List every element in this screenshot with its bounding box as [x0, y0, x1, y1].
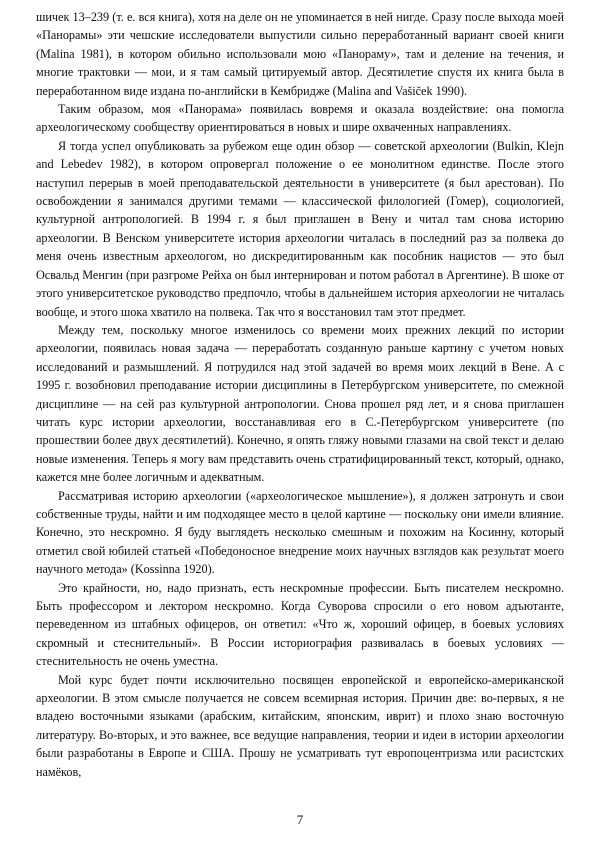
paragraph-new-task: Между тем, поскольку многое изменилось со времени моих прежних лекций по истории археологии, появилась новая задача — переработать созданную раньше картину с учетом новых исследований и размышлений. Я потрудился над этой задачей во время моих лекций в Вене. А с 1995 г. возобновил преподавание истории дисциплины в Петербургском университете, по смежной дисциплине — на сей раз культурной антропологии. Снова прошел ряд лет, и я снова приглашен читать курс истории археологии, восстанавливая его в С.-Петербургском университете (по прошествии более двух десятилетий). Конечно, я опять гляжу новыми глазами на свой текст и делаю новые изменения. Теперь я могу вам представить очень стратифицированный текст, который, однако, кажется мне более логичным и адекватным. — [36, 322, 564, 485]
paragraph-continuation: шичек 13–239 (т. е. вся книга), хотя на деле он не упоминается в ней нигде. Сразу после выхода моей «Панорамы» эти чешские исследователи выпустили сильно переработанный вариант своей книги (Malina 1981), в котором обильно использовали мою «Панораму», там и деление на течения, и многие трактовки — мои, и я там самый цитируемый автор. Десятилетие спустя их книга была в переработанном виде издана по-английски в Кембридже (Malina and Vašiček 1990). — [36, 10, 564, 98]
paragraph-immodest-professions: Это крайности, но, надо признать, есть нескромные профессии. Быть писателем нескромно. Быть профессором и лектором нескромно. Когда Суворова спросили о его новом адъютанте, переведенном из штабных офицеров, он ответил: «Что ж, хороший офицер, в боевых условиях скромный и стеснительный». В России историография развивалась в боевых условиях — стеснительность не очень уместна. — [36, 580, 564, 669]
paragraph-own-works: Рассматривая историю археологии («археологическое мышление»), я должен затронуть и свои собственные труды, найти и им подходящее место в целой картине — поскольку они имели влияние. Конечно, это нескромно. Я буду выглядеть несколько смешным и похожим на Косинну, который отметил свой юбилей статьей «Победоносное внедрение моих научных взглядов как результат моего научного метода» (Kossinna 1920). — [36, 488, 564, 577]
paragraph-vienna-lectures: Я тогда успел опубликовать за рубежом еще один обзор — советской археологии (Bulkin, Klejn and Lebedev 1982), в котором опровергал положение о ее монолитном единстве. После этого наступил перерыв в моей преподавательской деятельности в университете (я был арестован). По освобождении я занимался другими темами — классической филологией (Гомер), социологией, культурной антропологией. В 1994 г. я был приглашен в Вену и читал там снова историю археологии. В Венском университете история археологии читалась в последний раз за полвека до меня очень известным археологом, но дискредитированным как пособник нацистов — это был Освальд Менгин (при разгроме Рейха он был интернирован и потом работал в Аргентине). В шоке от этого университетское руководство предпочло, чтобы в дальнейшем история археологии не читалась вообще, и этого шока хватило на полвека. Так что я восстановил там этот предмет. — [36, 138, 564, 319]
paragraph-course-scope: Мой курс будет почти исключительно посвящен европейской и европейско-американской археологии. В этом смысле получается не совсем всемирная история. Причин две: во-первых, я не владею восточными языками (арабским, китайским, японским, иврит) и плохо знаю восточную литературу. Во-вторых, и это важнее, все ведущие направления, теории и идеи в истории археологии были разработаны в Европе и США. Прошу не усматривать тут европоцентризма или расистских намёков, — [36, 672, 564, 779]
page-number: 7 — [296, 812, 304, 827]
paragraph-panorama-impact: Таким образом, моя «Панорама» появилась вовремя и оказала воздействие: она помогла археологическому сообществу ориентироваться в новых и шире охваченных направлениях. — [36, 102, 564, 135]
